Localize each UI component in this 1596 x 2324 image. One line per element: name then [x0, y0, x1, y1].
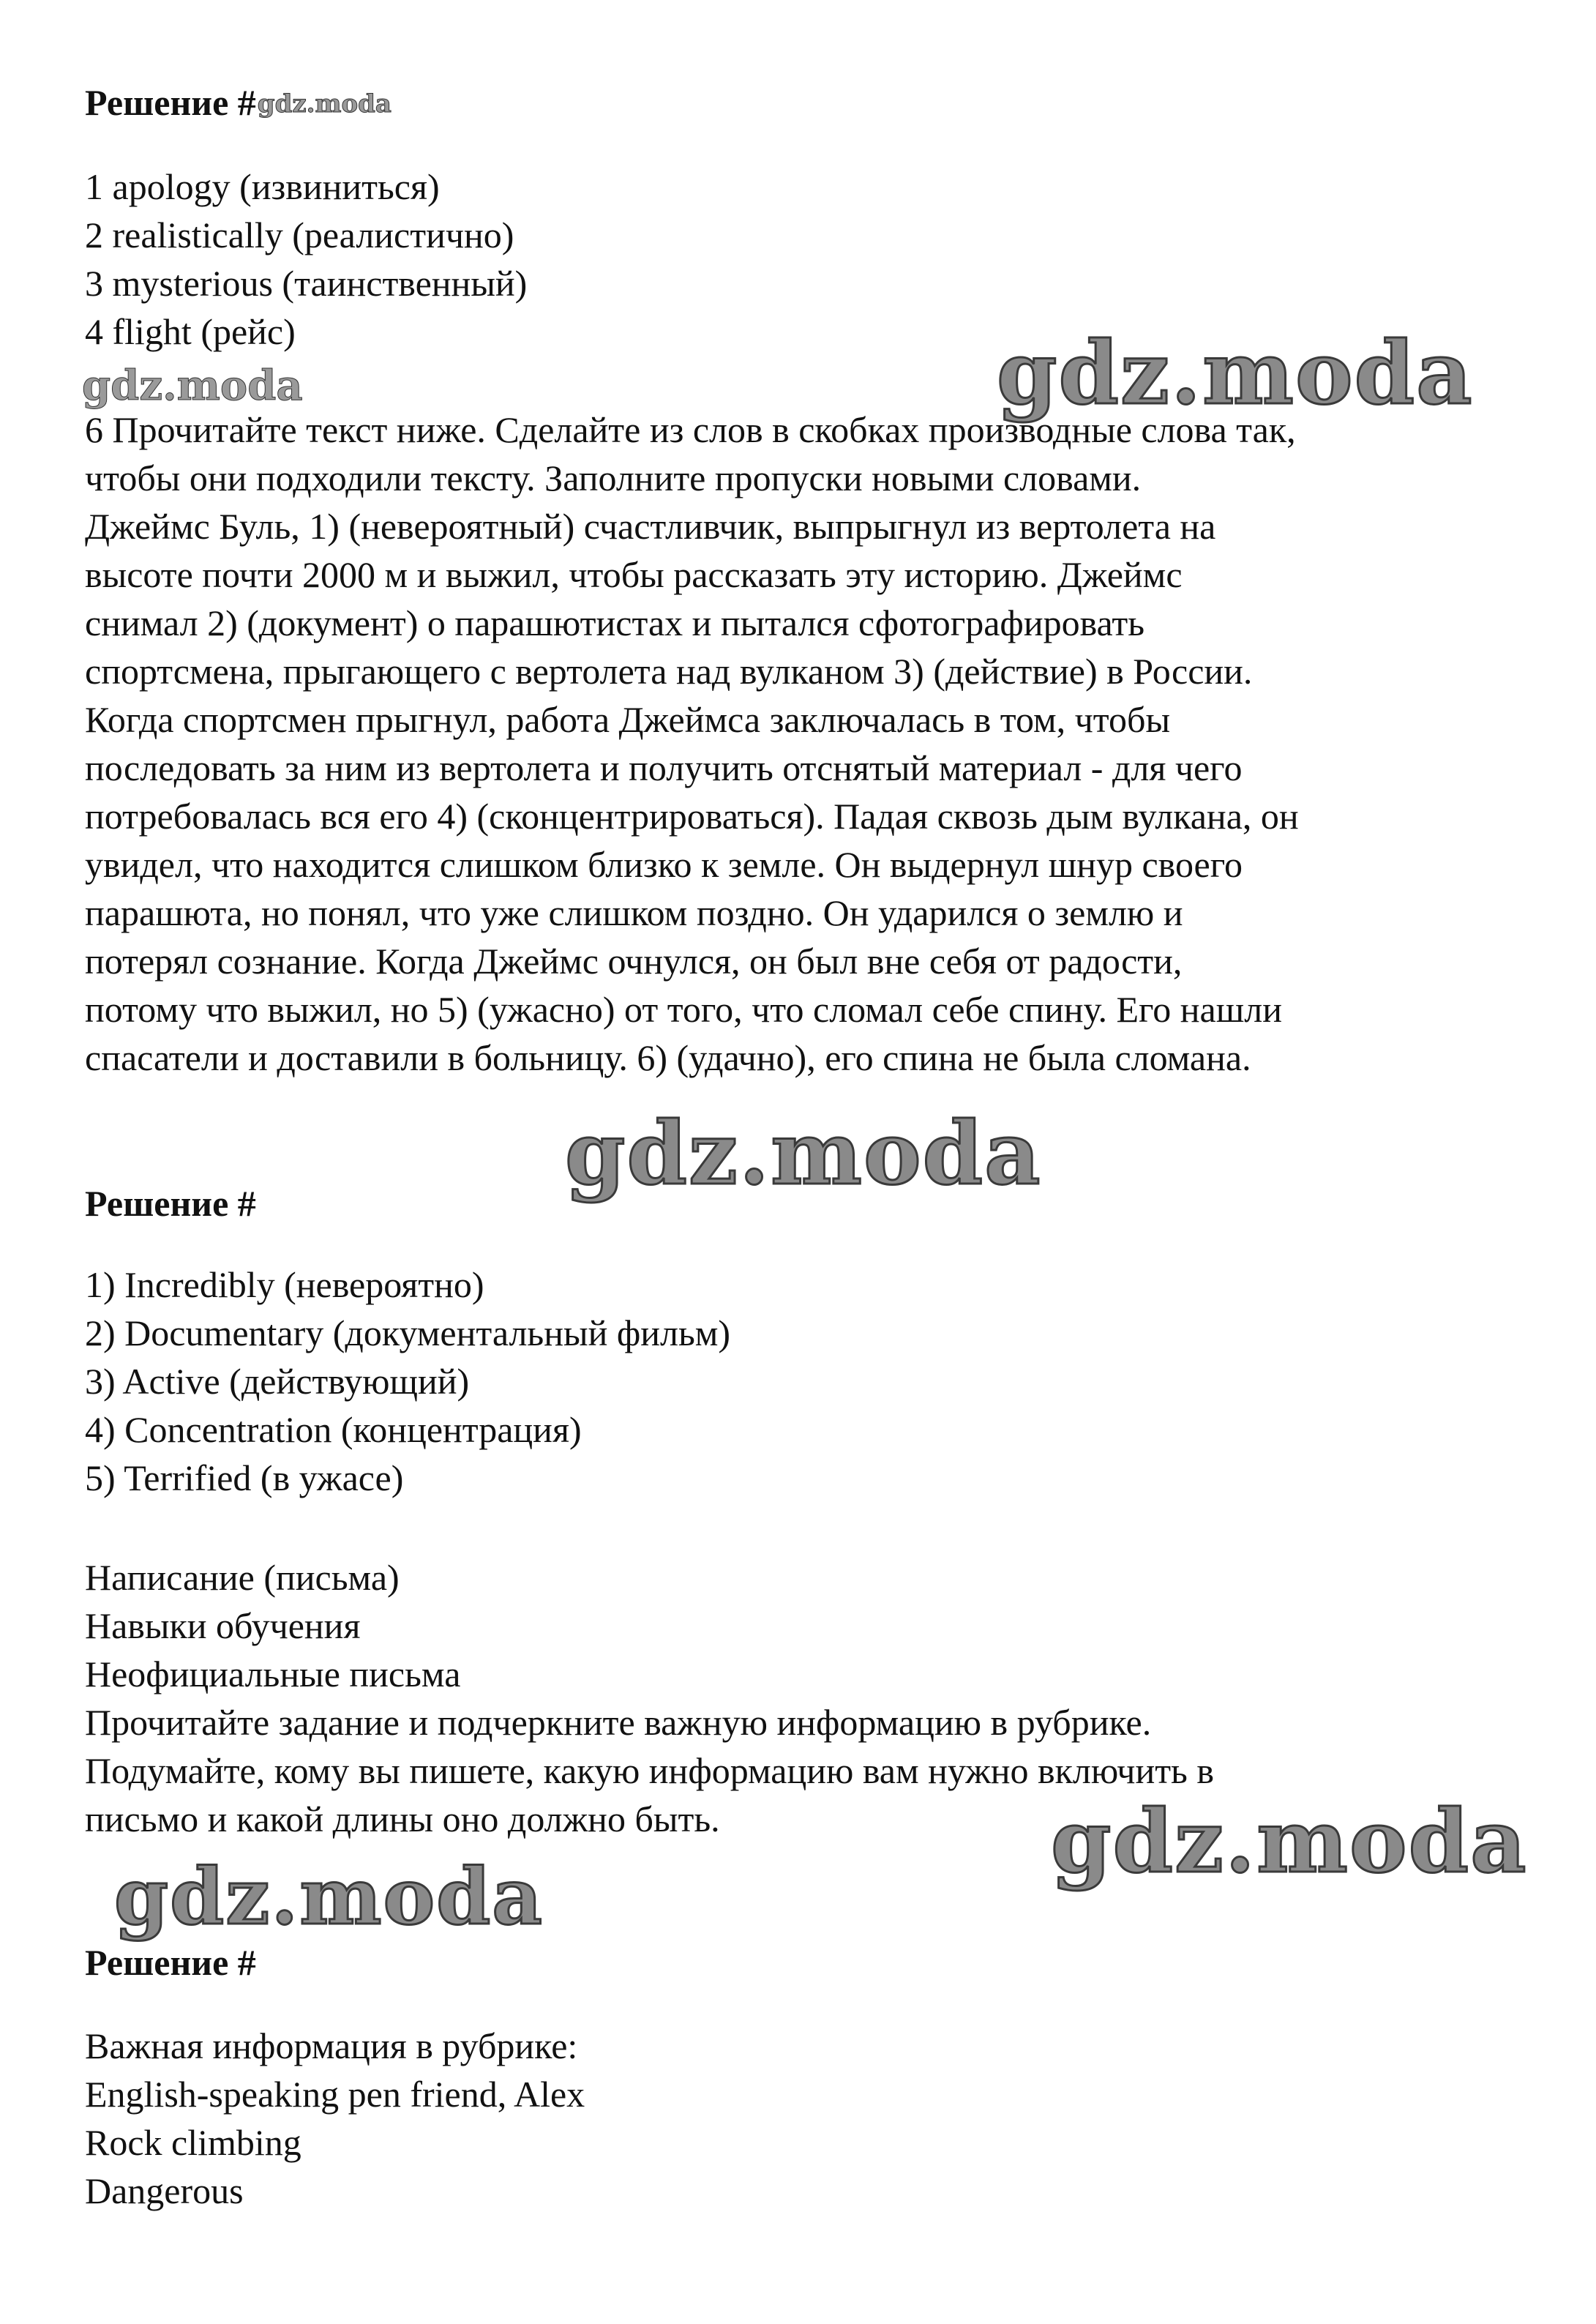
answer-line: 1) Incredibly (невероятно)	[85, 1264, 484, 1305]
exercise-line: потому что выжил, но 5) (ужасно) от того, что сломал себе спину. Его нашли	[85, 989, 1282, 1030]
solution-heading-2: Решение #	[85, 1183, 256, 1224]
exercise-line: спортсмена, прыгающего с вертолета над вулканом 3) (действие) в России.	[85, 651, 1253, 692]
answer-line: Важная информация в рубрике:	[85, 2025, 578, 2066]
exercise-line: спасатели и доставили в больницу. 6) (удачно), его спина не была сломана.	[85, 1037, 1251, 1078]
answer-line: 4) Concentration (концентрация)	[85, 1409, 582, 1450]
answer-line: 3) Active (действующий)	[85, 1361, 470, 1402]
answer-line: 2) Documentary (документальный фильм)	[85, 1312, 731, 1353]
watermark-inline: gdz.moda	[257, 89, 391, 119]
solution-heading-3: Решение #	[85, 1942, 256, 1983]
answer-line: Rock climbing	[85, 2122, 301, 2163]
solution-heading-1-text: Решение #	[85, 82, 256, 123]
solution-heading-1	[85, 78, 391, 128]
writing-line: Навыки обучения	[85, 1605, 361, 1646]
exercise-line: высоте почти 2000 м и выжил, чтобы рассказать эту историю. Джеймс	[85, 554, 1183, 595]
exercise-line: Когда спортсмен прыгнул, работа Джеймса заключалась в том, чтобы	[85, 699, 1171, 740]
exercise-line: последовать за ним из вертолета и получить отснятый материал - для чего	[85, 747, 1243, 788]
answer-line: 1 apology (извиниться)	[85, 166, 440, 207]
exercise-line: Джеймс Буль, 1) (невероятный) счастливчик, выпрыгнул из вертолета на	[85, 506, 1216, 547]
answer-line: 2 realistically (реалистично)	[85, 214, 514, 255]
writing-line: письмо и какой длины оно должно быть.	[85, 1798, 720, 1839]
exercise-line: снимал 2) (документ) о парашютистах и пытался сфотографировать	[85, 602, 1145, 643]
exercise-line: потребовалась вся его 4) (сконцентрироваться). Падая сквозь дым вулкана, он	[85, 796, 1299, 837]
answer-line: Dangerous	[85, 2170, 244, 2211]
exercise-line: чтобы они подходили тексту. Заполните пропуски новыми словами.	[85, 457, 1142, 498]
writing-line: Подумайте, кому вы пишете, какую информацию вам нужно включить в	[85, 1750, 1214, 1791]
answer-line: 4 flight (рейс)	[85, 311, 296, 352]
writing-line: Написание (письма)	[85, 1557, 400, 1598]
watermark-large-4: gdz.moda	[114, 1850, 544, 1942]
exercise-line: 6 Прочитайте текст ниже. Сделайте из слов в скобках производные слова так,	[85, 409, 1296, 450]
answer-line: English-speaking pen friend, Alex	[85, 2074, 585, 2115]
answer-line: 3 mysterious (таинственный)	[85, 263, 528, 304]
watermark-small-1: gdz.moda	[82, 362, 303, 410]
watermark-large-2: gdz.moda	[565, 1102, 1042, 1204]
writing-line: Неофициальные письма	[85, 1654, 461, 1695]
exercise-line: увидел, что находится слишком близко к земле. Он выдернул шнур своего	[85, 844, 1243, 885]
answer-line: 5) Terrified (в ужасе)	[85, 1457, 404, 1498]
watermark-large-3: gdz.moda	[1051, 1790, 1528, 1892]
exercise-line: потерял сознание. Когда Джеймс очнулся, он был вне себя от радости,	[85, 941, 1183, 982]
writing-line: Прочитайте задание и подчеркните важную информацию в рубрике.	[85, 1702, 1152, 1743]
watermark-large-1: gdz.moda	[997, 322, 1474, 424]
exercise-line: парашюта, но понял, что уже слишком поздно. Он ударился о землю и	[85, 892, 1183, 933]
